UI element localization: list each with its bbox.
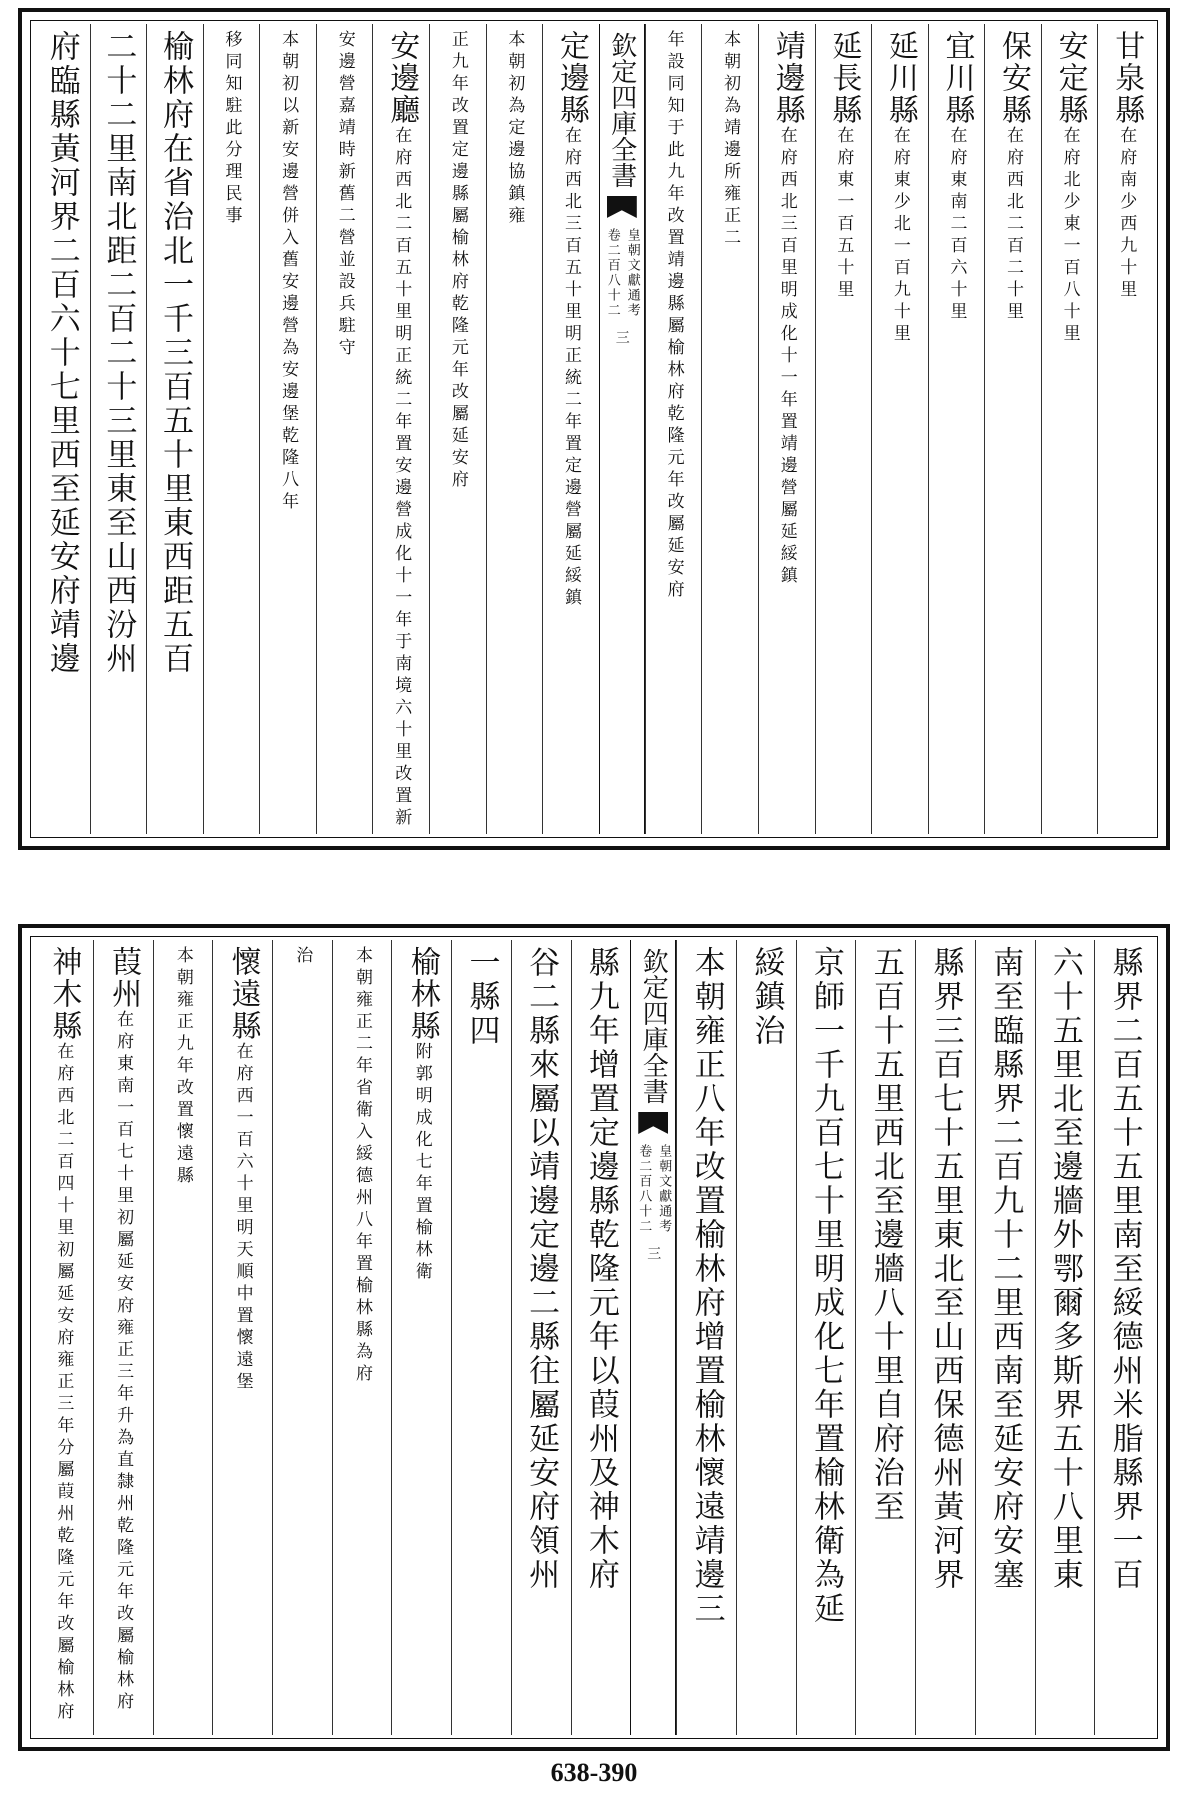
- text-column: [701, 24, 758, 834]
- fishtail-mark: [638, 1112, 668, 1134]
- text-column: [815, 24, 872, 834]
- page-number: 638-390: [550, 1758, 638, 1787]
- text-column: [429, 24, 486, 834]
- entry-heading: 懷遠縣: [225, 946, 261, 1042]
- text-column: [736, 940, 796, 1735]
- text-column: [984, 24, 1041, 834]
- main-text: 本朝雍正八年改置榆林府增置榆林懷遠靖邊三: [688, 946, 725, 1626]
- text-column: [451, 940, 511, 1735]
- main-text: 縣九年增置定邊縣乾隆元年以葭州及神木府: [582, 946, 619, 1592]
- text-column: [146, 24, 203, 834]
- text-column: [90, 24, 147, 834]
- text-column: [391, 940, 451, 1735]
- entry-annotation: 在府東一百五十里: [833, 126, 854, 302]
- annotation-text: 正九年改置定邊縣屬榆林府乾隆元年改屬延安府: [447, 30, 468, 492]
- columns-bottom: [34, 940, 1154, 1735]
- text-column: [34, 24, 90, 834]
- annotation-text: 移同知駐此分理民事: [221, 30, 242, 228]
- text-column: [203, 24, 260, 834]
- entry-heading: 靖邊縣: [769, 30, 805, 126]
- fishtail-mark: [607, 196, 637, 218]
- entry-heading: 宜川縣: [939, 30, 975, 126]
- page-top: [18, 8, 1170, 850]
- center-fold: [630, 940, 676, 1735]
- text-column: [915, 940, 975, 1735]
- text-column: [93, 940, 153, 1735]
- annotation-text: 本朝初為定邊協鎮雍: [504, 30, 525, 228]
- entry-heading: 神木縣: [46, 946, 82, 1042]
- entry-annotation: 在府西北二百二十里: [1003, 126, 1024, 324]
- text-column: [1041, 24, 1098, 834]
- leaf-number: 三: [645, 1246, 662, 1260]
- main-text: 府臨縣黃河界二百六十七里西至延安府靖邊: [43, 30, 80, 676]
- main-text: 京師一千九百七十里明成化七年置榆林衛為延: [808, 946, 845, 1626]
- text-column: [1097, 24, 1154, 834]
- main-text: 一縣四: [463, 946, 500, 1048]
- main-text: 縣界二百五十五里南至綏德州米脂縣界一百: [1106, 946, 1143, 1592]
- leaf-number: 三: [613, 330, 630, 344]
- entry-annotation: 在府西北二百五十里明正統二年置安邊營成化十一年于南境六十里改置新: [391, 126, 412, 830]
- entry-annotation: 在府西北三百里明成化十一年置靖邊營屬延綏鎮: [776, 126, 797, 588]
- entry-heading: 延長縣: [826, 30, 862, 126]
- main-text: 綏鎮治: [748, 946, 785, 1048]
- annotation-text: 本朝初為靖邊所雍正二: [720, 30, 741, 250]
- entry-annotation: 在府北少東一百八十里: [1059, 126, 1080, 346]
- entry-annotation: 在府東南二百六十里: [946, 126, 967, 324]
- annotation-text: 治: [292, 946, 313, 968]
- annotation-text: 安邊營嘉靖時新舊二營並設兵駐守: [334, 30, 355, 360]
- entry-heading: 延川縣: [882, 30, 918, 126]
- main-text: 五百十五里西北至邊牆八十里自府治至: [867, 946, 904, 1524]
- page-bottom: [18, 924, 1170, 1751]
- text-column: [372, 24, 429, 834]
- text-column: [332, 940, 392, 1735]
- main-text: 南至臨縣界二百九十二里西南至延安府安塞: [987, 946, 1024, 1592]
- entry-annotation: 附郭明成化七年置榆林衛: [411, 1042, 432, 1284]
- text-column: [928, 24, 985, 834]
- text-column: [1094, 940, 1154, 1735]
- text-column: [855, 940, 915, 1735]
- columns-top: [34, 24, 1154, 834]
- source-title: 皇朝文獻通考: [656, 1144, 672, 1234]
- entry-annotation: 在府南少西九十里: [1116, 126, 1137, 302]
- text-column: [758, 24, 815, 834]
- entry-annotation: 在府西北二百四十里初屬延安府雍正三年分屬葭州乾隆元年改屬榆林府: [53, 1042, 74, 1724]
- text-column: [153, 940, 213, 1735]
- text-column: [796, 940, 856, 1735]
- source-title: 皇朝文獻通考: [624, 228, 640, 318]
- text-column: [34, 940, 93, 1735]
- center-fold: [599, 24, 645, 834]
- main-text: 二十二里南北距二百二十三里東至山西汾州: [100, 30, 137, 676]
- entry-annotation: 在府西北三百五十里明正統二年置定邊營屬延綏鎮: [561, 126, 581, 610]
- text-column: [259, 24, 316, 834]
- text-column: [1035, 940, 1095, 1735]
- entry-annotation: 在府西一百六十里明天順中置懷遠堡: [232, 1042, 253, 1394]
- entry-heading: 安邊廳: [384, 30, 420, 126]
- main-text: 六十五里北至邊牆外鄂爾多斯界五十八里東: [1046, 946, 1083, 1592]
- text-column: [645, 24, 702, 834]
- entry-heading: 安定縣: [1052, 30, 1088, 126]
- text-column: [212, 940, 272, 1735]
- book-title: 欽定四庫全書: [606, 32, 637, 188]
- main-text: 谷二縣來屬以靖邊定邊二縣往屬延安府領州: [523, 946, 560, 1592]
- volume-label: 卷二百八十二: [604, 228, 620, 318]
- entry-heading: 定邊縣: [554, 30, 589, 126]
- entry-annotation: 在府東南一百七十里初屬延安府雍正三年升為直隸州乾隆元年改屬榆林府: [113, 1010, 134, 1714]
- entry-heading: 榆林縣: [404, 946, 440, 1042]
- text-column: [272, 940, 332, 1735]
- main-text: 榆林府在省治北一千三百五十里東西距五百: [156, 30, 193, 676]
- annotation-text: 本朝初以新安邊營併入舊安邊營為安邊堡乾隆八年: [278, 30, 299, 514]
- volume-label: 卷二百八十二: [636, 1144, 652, 1234]
- text-column: [316, 24, 373, 834]
- entry-annotation: 在府東少北一百九十里: [889, 126, 910, 346]
- text-column: [975, 940, 1035, 1735]
- entry-heading: 葭州: [106, 946, 142, 1010]
- entry-heading: 甘泉縣: [1109, 30, 1145, 126]
- text-column: [542, 24, 599, 834]
- annotation-text: 年設同知于此九年改置靖邊縣屬榆林府乾隆元年改屬延安府: [663, 30, 684, 602]
- book-title: 欽定四庫全書: [638, 948, 669, 1104]
- main-text: 縣界三百七十五里東北至山西保德州黃河界: [927, 946, 964, 1592]
- text-column: [511, 940, 571, 1735]
- annotation-text: 本朝雍正九年改置懷遠縣: [172, 946, 193, 1188]
- annotation-text: 本朝雍正二年省衛入綏德州八年置榆林縣為府: [352, 946, 373, 1386]
- text-column: [676, 940, 736, 1735]
- text-column: [871, 24, 928, 834]
- text-column: [571, 940, 631, 1735]
- text-column: [486, 24, 543, 834]
- entry-heading: 保安縣: [996, 30, 1032, 126]
